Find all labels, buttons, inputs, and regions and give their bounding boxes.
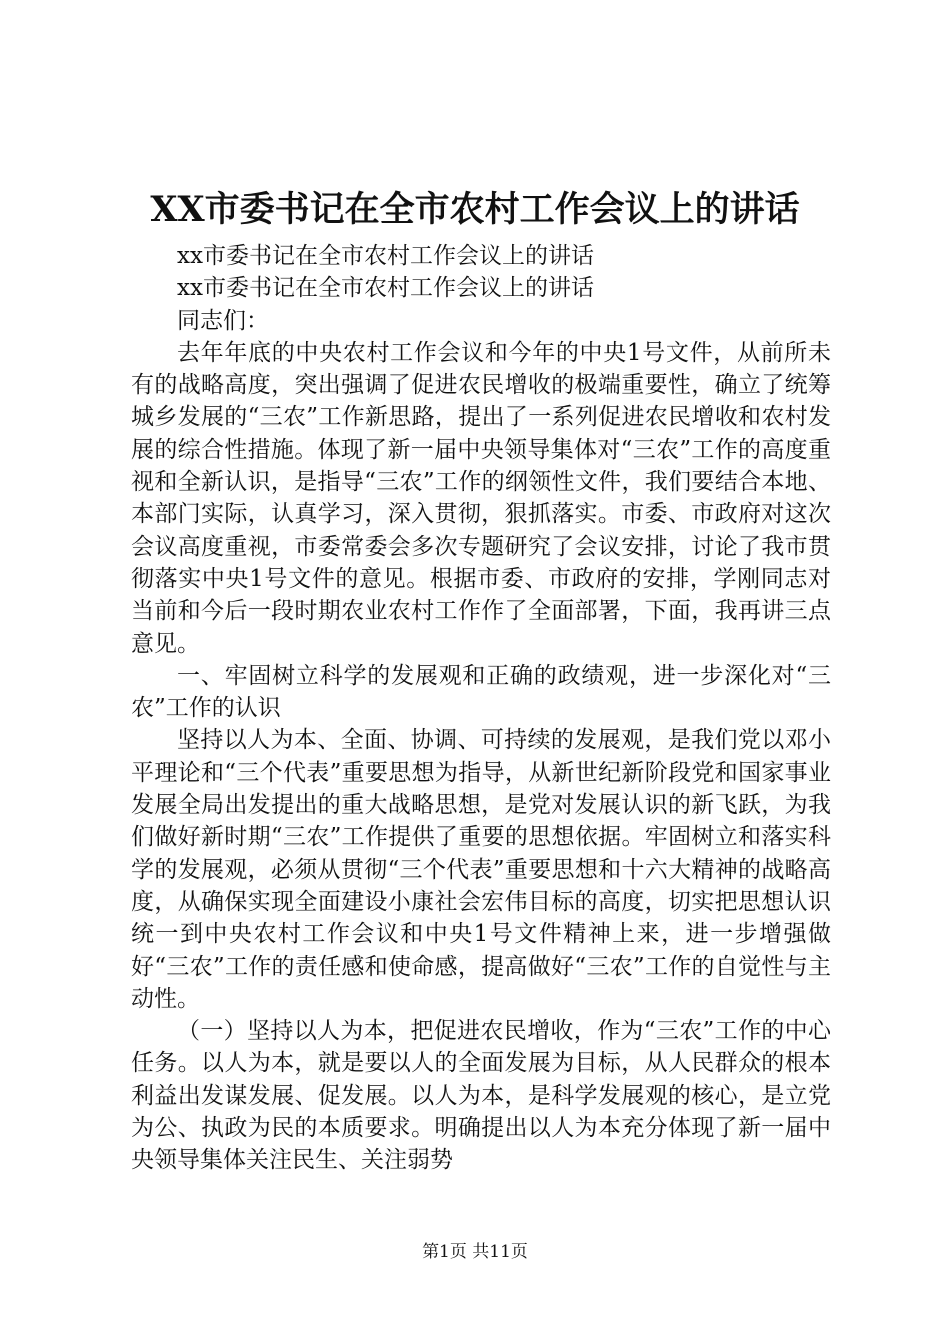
page-footer: 第1页 共11页	[422, 1242, 528, 1262]
salutation: 同志们：	[177, 307, 269, 334]
document-body	[131, 240, 831, 1177]
subtitle-line-2: xx市委书记在全市农村工作会议上的讲话	[177, 275, 594, 302]
subtitle-line-1: xx市委书记在全市农村工作会议上的讲话	[177, 243, 594, 269]
paragraph: 坚持以人为本、全面、协调、可持续的发展观，是我们党以邓小平理论和“三个代表”重要思想为指导，从新世纪新阶段党和国家事业发展全局出发提出的重大战略思想，是党对发展认识的新飞跃，为我们做好新时期“三农”工作提供了重要的思想依据。牢固树立和落实科学的发展观，必须从贯彻“三个代表”重要思想和十六大精神的战略高度，从确保实现全面建设小康社会宏伟目标的高度，切实把思想认识统一到中央农村工作会议和中央1号文件精神上来，进一步增强做好“三农”工作的责任感和使命感，提高做好“三农”工作的自觉性与主动性。	[131, 727, 831, 1012]
paragraph: （一）坚持以人为本，把促进农民增收，作为“三农”工作的中心任务。以人为本，就是要以人的全面发展为目标，从人民群众的根本利益出发谋发展、促发展。以人为本，是科学发展观的核心，是立党为公、执政为民的本质要求。明确提出以人为本充分体现了新一届中央领导集体关注民生、关注弱势	[131, 1018, 831, 1174]
paragraph: 去年年底的中央农村工作会议和今年的中央1号文件，从前所未有的战略高度，突出强调了促进农民增收的极端重要性，确立了统筹城乡发展的“三农”工作新思路，提出了一系列促进农民增收和农村发展的综合性措施。体现了新一届中央领导集体对“三农”工作的高度重视和全新认识，是指导“三农”工作的纲领性文件，我们要结合本地、本部门实际，认真学习，深入贯彻，狠抓落实。市委、市政府对这次会议高度重视，市委常委会多次专题研究了会议安排，讨论了我市贯彻落实中央1号文件的意见。根据市委、市政府的安排，学刚同志对当前和今后一段时期农业农村工作作了全面部署，下面，我再讲三点意见。	[131, 339, 831, 657]
document-title: XX市委书记在全市农村工作会议上的讲话	[150, 189, 800, 230]
section-heading: 一、牢固树立科学的发展观和正确的政绩观，进一步深化对“三农”工作的认识	[131, 662, 831, 722]
